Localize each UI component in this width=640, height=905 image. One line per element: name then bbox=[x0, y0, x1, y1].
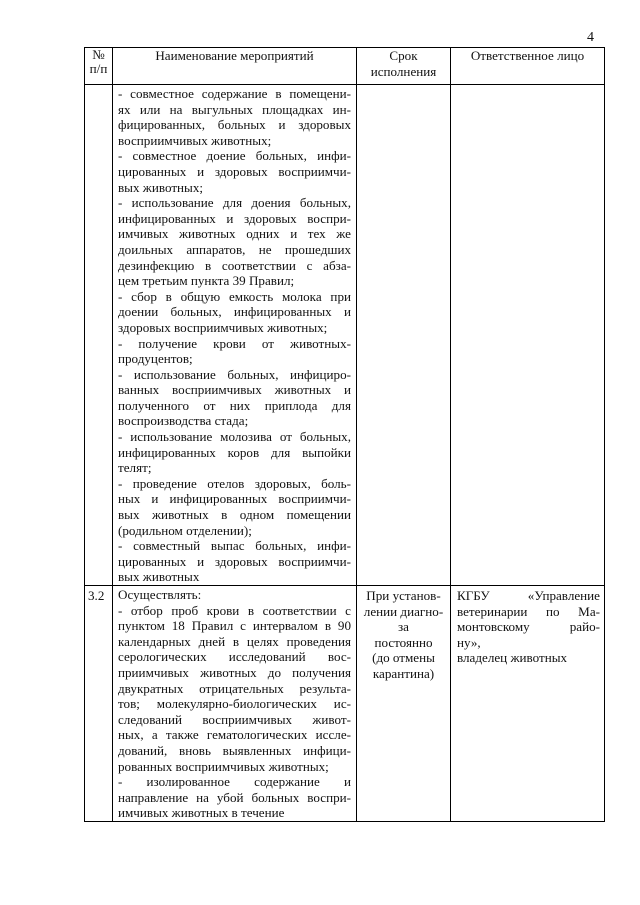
text-line: доильных аппаратов, не прошедших bbox=[118, 241, 351, 257]
header-term bbox=[357, 48, 451, 85]
text-line: вых животных в одном помещении bbox=[118, 507, 351, 523]
text-line: вых животных; bbox=[118, 179, 204, 195]
text-line: рованных восприимчивых животных; bbox=[118, 758, 329, 774]
row-term bbox=[357, 85, 451, 586]
text-line: инфицированных и здоровых воспри- bbox=[118, 210, 351, 226]
text-line: - совместный выпас больных, инфи- bbox=[118, 538, 351, 554]
text-line: - совместное доение больных, инфи- bbox=[118, 148, 351, 164]
text-line: календарных дней в целях проведения bbox=[118, 633, 351, 649]
header-num-line2: п/п bbox=[89, 61, 108, 76]
text-line: продуцентов; bbox=[118, 351, 193, 367]
text-line: вых животных bbox=[118, 569, 200, 585]
text-line: двукратных отрицательных результа- bbox=[118, 680, 351, 696]
text-line: фицированных, больных и здоровых bbox=[118, 117, 351, 133]
row-responsible bbox=[451, 586, 605, 822]
page-number: 4 bbox=[587, 30, 594, 45]
term-line: карантина) bbox=[372, 665, 435, 681]
measures-table bbox=[84, 47, 605, 822]
text-line: имчивых животных в течение bbox=[118, 805, 285, 821]
text-line: - изолированное содержание и bbox=[118, 774, 351, 790]
row-responsible bbox=[451, 85, 605, 586]
table-row bbox=[85, 85, 605, 586]
text-line: пунктом 18 Правил с интервалом в 90 bbox=[118, 618, 351, 634]
text-line: серологических исследований вос- bbox=[118, 649, 351, 665]
text-line: инфицированных коров для выпойки bbox=[118, 444, 351, 460]
text-line: - использование молозива от больных, bbox=[118, 429, 351, 445]
term-line: лении диагно- bbox=[363, 603, 444, 619]
text-line: монтовскому райо- bbox=[457, 619, 600, 635]
table-row bbox=[85, 586, 605, 822]
text-line: имчивых животных одних и тех же bbox=[118, 226, 351, 242]
row-number: 3.2 bbox=[85, 586, 113, 822]
table-header-row bbox=[85, 48, 605, 85]
header-name: Наименование мероприятий bbox=[113, 48, 357, 85]
text-line: дований, вновь выявленных инфици- bbox=[118, 742, 351, 758]
term-line: При установ- bbox=[366, 588, 441, 603]
text-line: ванных восприимчивых животных и bbox=[118, 382, 351, 398]
row-term bbox=[357, 586, 451, 822]
text-line: КГБУ «Управление bbox=[457, 588, 600, 603]
text-line: цем третьим пункта 39 Правил; bbox=[118, 273, 295, 289]
text-line: ных, а также гематологических иссле- bbox=[118, 727, 351, 743]
text-line: ветеринарии по Ма- bbox=[457, 603, 600, 619]
text-line: ных и инфицированных восприимчи- bbox=[118, 491, 351, 507]
text-line: тов; молекулярно-биологических ис- bbox=[118, 696, 351, 712]
text-line: полученного от них приплода для bbox=[118, 397, 351, 413]
term-line: постоянно bbox=[374, 634, 433, 650]
text-line: - использование для доения больных, bbox=[118, 195, 351, 211]
text-line: владелец животных bbox=[457, 650, 568, 666]
text-line: Осуществлять: bbox=[118, 587, 202, 602]
text-line: цированных и здоровых восприимчи- bbox=[118, 553, 351, 569]
text-line: ях или на выгульных площадках ин- bbox=[118, 101, 351, 117]
term-line: (до отмены bbox=[372, 650, 435, 666]
header-num bbox=[85, 48, 113, 85]
header-term-line2: исполнения bbox=[370, 63, 437, 79]
text-line: (родильном отделении); bbox=[118, 522, 252, 538]
text-line: - отбор проб крови в соответствии с bbox=[118, 602, 351, 618]
text-line: - получение крови от животных- bbox=[118, 335, 351, 351]
row-activities bbox=[113, 586, 357, 822]
text-line: следований восприимчивых живот- bbox=[118, 711, 351, 727]
term-line: за bbox=[398, 619, 409, 635]
row-number bbox=[85, 85, 113, 586]
row-activities bbox=[113, 85, 357, 586]
header-responsible: Ответственное лицо bbox=[451, 48, 605, 85]
text-line: воспроизводства стада; bbox=[118, 413, 249, 429]
text-line: ну», bbox=[457, 634, 481, 650]
text-line: здоровых восприимчивых животных; bbox=[118, 319, 328, 335]
header-term-line1: Срок bbox=[389, 48, 418, 63]
text-line: приимчивых животных до получения bbox=[118, 664, 351, 680]
text-line: направление на убой больных воспри- bbox=[118, 789, 351, 805]
text-line: доении больных, инфицированных и bbox=[118, 304, 351, 320]
header-num-line1: № bbox=[92, 47, 105, 62]
text-line: дезинфекцию в соответствии с абза- bbox=[118, 257, 351, 273]
text-line: - использование больных, инфициро- bbox=[118, 366, 351, 382]
text-line: цированных и здоровых восприимчи- bbox=[118, 163, 351, 179]
text-line: - сбор в общую емкость молока при bbox=[118, 288, 351, 304]
text-line: телят; bbox=[118, 460, 152, 476]
text-line: - совместное содержание в помещени- bbox=[118, 86, 351, 101]
text-line: восприимчивых животных; bbox=[118, 132, 272, 148]
text-line: - проведение отелов здоровых, боль- bbox=[118, 475, 351, 491]
